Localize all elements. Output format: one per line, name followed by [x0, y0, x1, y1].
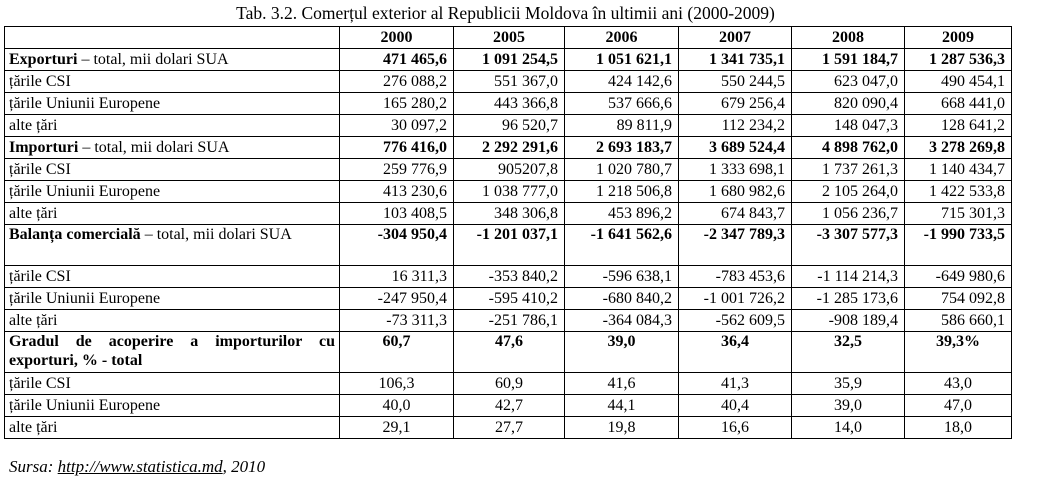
- row-label: [5, 49, 340, 71]
- source-link[interactable]: http://www.statistica.md: [57, 457, 223, 476]
- row-label: alte țări: [5, 310, 340, 332]
- table-row: [5, 225, 1012, 266]
- table-cell: -783 453,6: [679, 266, 792, 288]
- table-cell: 551 367,0: [454, 71, 565, 93]
- row-label-rest: – total, mii dolari SUA: [77, 51, 229, 68]
- table-cell: 39,3%: [905, 332, 1012, 373]
- table-cell: 1 680 982,6: [679, 181, 792, 203]
- table-cell: -596 638,1: [565, 266, 679, 288]
- row-label: alte țări: [5, 417, 340, 439]
- table-cell: -73 311,3: [340, 310, 454, 332]
- table-cell: 1 020 780,7: [565, 159, 679, 181]
- table-cell: 40,0: [340, 395, 454, 417]
- source-note: [9, 457, 265, 477]
- table-row: [5, 159, 1012, 181]
- table-cell: 3 278 269,8: [905, 137, 1012, 159]
- table-cell: 27,7: [454, 417, 565, 439]
- table-row: [5, 203, 1012, 225]
- row-label: țările CSI: [5, 373, 340, 395]
- header-year: 2008: [792, 27, 905, 49]
- table-row: [5, 310, 1012, 332]
- header-row: [5, 27, 1012, 49]
- table-cell: 715 301,3: [905, 203, 1012, 225]
- table-cell: -1 114 214,3: [792, 266, 905, 288]
- table-cell: 128 641,2: [905, 115, 1012, 137]
- header-corner: [5, 27, 340, 49]
- table-cell: 1 341 735,1: [679, 49, 792, 71]
- row-label-lead: Importuri: [9, 139, 79, 156]
- row-label: țările CSI: [5, 159, 340, 181]
- table-cell: 1 056 236,7: [792, 203, 905, 225]
- table-cell: 2 292 291,6: [454, 137, 565, 159]
- table-cell: -247 950,4: [340, 288, 454, 310]
- table-cell: -2 347 789,3: [679, 225, 792, 266]
- table-cell: 41,3: [679, 373, 792, 395]
- table-row: [5, 137, 1012, 159]
- table-cell: -680 840,2: [565, 288, 679, 310]
- table-cell: 259 776,9: [340, 159, 454, 181]
- row-label: alte țări: [5, 203, 340, 225]
- table-cell: 443 366,8: [454, 93, 565, 115]
- table-cell: 39,0: [792, 395, 905, 417]
- row-label-rest: , % - total: [73, 352, 143, 369]
- table-cell: -1 285 173,6: [792, 288, 905, 310]
- source-prefix: Sursa:: [9, 457, 58, 476]
- row-label: [5, 225, 340, 266]
- table-cell: 1 287 536,3: [905, 49, 1012, 71]
- table-cell: 490 454,1: [905, 71, 1012, 93]
- row-label: țările Uniunii Europene: [5, 93, 340, 115]
- table-cell: 148 047,3: [792, 115, 905, 137]
- table-cell: 42,7: [454, 395, 565, 417]
- row-label-rest: – total, mii dolari SUA: [140, 226, 292, 243]
- source-suffix: , 2010: [222, 457, 266, 476]
- table-cell: 1 038 777,0: [454, 181, 565, 203]
- table-cell: 2 693 183,7: [565, 137, 679, 159]
- table-cell: 1 091 254,5: [454, 49, 565, 71]
- row-label: alte țări: [5, 115, 340, 137]
- table-cell: 1 140 434,7: [905, 159, 1012, 181]
- table-cell: -562 609,5: [679, 310, 792, 332]
- table-cell: 47,6: [454, 332, 565, 373]
- table-row: [5, 115, 1012, 137]
- table-row: [5, 373, 1012, 395]
- row-label: țările CSI: [5, 266, 340, 288]
- row-label: [5, 137, 340, 159]
- row-label-lead: Balanța comercială: [9, 226, 141, 243]
- table-cell: -3 307 577,3: [792, 225, 905, 266]
- table-cell: -353 840,2: [454, 266, 565, 288]
- table-row: [5, 332, 1012, 373]
- table-cell: -649 980,6: [905, 266, 1012, 288]
- row-label-lead: Exporturi: [9, 51, 78, 68]
- table-cell: 754 092,8: [905, 288, 1012, 310]
- header-year: 2006: [565, 27, 679, 49]
- table-cell: 14,0: [792, 417, 905, 439]
- table-cell: -364 084,3: [565, 310, 679, 332]
- table-cell: 39,0: [565, 332, 679, 373]
- table-cell: 47,0: [905, 395, 1012, 417]
- table-cell: 679 256,4: [679, 93, 792, 115]
- table-cell: -304 950,4: [340, 225, 454, 266]
- table-cell: -1 990 733,5: [905, 225, 1012, 266]
- table-row: [5, 417, 1012, 439]
- row-label: [5, 332, 340, 373]
- header-year: 2009: [905, 27, 1012, 49]
- table-cell: -1 001 726,2: [679, 288, 792, 310]
- table-cell: -908 189,4: [792, 310, 905, 332]
- table-cell: 165 280,2: [340, 93, 454, 115]
- table-row: [5, 181, 1012, 203]
- table-cell: 674 843,7: [679, 203, 792, 225]
- table-row: [5, 288, 1012, 310]
- table-row: [5, 71, 1012, 93]
- table-cell: 35,9: [792, 373, 905, 395]
- table-cell: -251 786,1: [454, 310, 565, 332]
- table-row: [5, 266, 1012, 288]
- table-cell: 32,5: [792, 332, 905, 373]
- table-cell: 1 218 506,8: [565, 181, 679, 203]
- table-cell: 776 416,0: [340, 137, 454, 159]
- row-label-lead: Gradul de acoperire a importurilor cu exporturi: [9, 333, 335, 369]
- table-cell: 413 230,6: [340, 181, 454, 203]
- table-cell: 89 811,9: [565, 115, 679, 137]
- table-cell: 537 666,6: [565, 93, 679, 115]
- row-label: țările CSI: [5, 71, 340, 93]
- table-cell: 3 689 524,4: [679, 137, 792, 159]
- table-cell: 60,7: [340, 332, 454, 373]
- table-cell: 471 465,6: [340, 49, 454, 71]
- table-cell: 16,6: [679, 417, 792, 439]
- row-label-rest: – total, mii dolari SUA: [78, 139, 230, 156]
- table-cell: 106,3: [340, 373, 454, 395]
- table-row: [5, 49, 1012, 71]
- row-label: țările Uniunii Europene: [5, 395, 340, 417]
- foreign-trade-table: [4, 26, 1012, 439]
- table-cell: -595 410,2: [454, 288, 565, 310]
- table-cell: 96 520,7: [454, 115, 565, 137]
- table-cell: 36,4: [679, 332, 792, 373]
- table-cell: -1 641 562,6: [565, 225, 679, 266]
- table-row: [5, 93, 1012, 115]
- table-cell: 1 051 621,1: [565, 49, 679, 71]
- table-cell: -1 201 037,1: [454, 225, 565, 266]
- table-cell: 44,1: [565, 395, 679, 417]
- table-cell: 453 896,2: [565, 203, 679, 225]
- table-cell: 16 311,3: [340, 266, 454, 288]
- header-year: 2007: [679, 27, 792, 49]
- table-cell: 4 898 762,0: [792, 137, 905, 159]
- table-cell: 19,8: [565, 417, 679, 439]
- table-row: [5, 395, 1012, 417]
- table-cell: 820 090,4: [792, 93, 905, 115]
- table-cell: 103 408,5: [340, 203, 454, 225]
- table-cell: 668 441,0: [905, 93, 1012, 115]
- table-cell: 112 234,2: [679, 115, 792, 137]
- row-label: țările Uniunii Europene: [5, 288, 340, 310]
- table-cell: 40,4: [679, 395, 792, 417]
- table-cell: 60,9: [454, 373, 565, 395]
- table-caption: Tab. 3.2. Comerțul exterior al Republicii Moldova în ultimii ani (2000-2009): [236, 3, 775, 23]
- table-cell: 1 333 698,1: [679, 159, 792, 181]
- table-cell: 586 660,1: [905, 310, 1012, 332]
- table-cell: 348 306,8: [454, 203, 565, 225]
- row-label: țările Uniunii Europene: [5, 181, 340, 203]
- table-cell: 30 097,2: [340, 115, 454, 137]
- table-cell: 41,6: [565, 373, 679, 395]
- table-cell: 18,0: [905, 417, 1012, 439]
- table-cell: 43,0: [905, 373, 1012, 395]
- table-cell: 2 105 264,0: [792, 181, 905, 203]
- table-cell: 1 422 533,8: [905, 181, 1012, 203]
- table-cell: 1 591 184,7: [792, 49, 905, 71]
- header-year: 2005: [454, 27, 565, 49]
- table-cell: 424 142,6: [565, 71, 679, 93]
- table-cell: 623 047,0: [792, 71, 905, 93]
- table-cell: 276 088,2: [340, 71, 454, 93]
- table-cell: 1 737 261,3: [792, 159, 905, 181]
- header-year: 2000: [340, 27, 454, 49]
- table-cell: 29,1: [340, 417, 454, 439]
- table-cell: 550 244,5: [679, 71, 792, 93]
- table-cell: 905207,8: [454, 159, 565, 181]
